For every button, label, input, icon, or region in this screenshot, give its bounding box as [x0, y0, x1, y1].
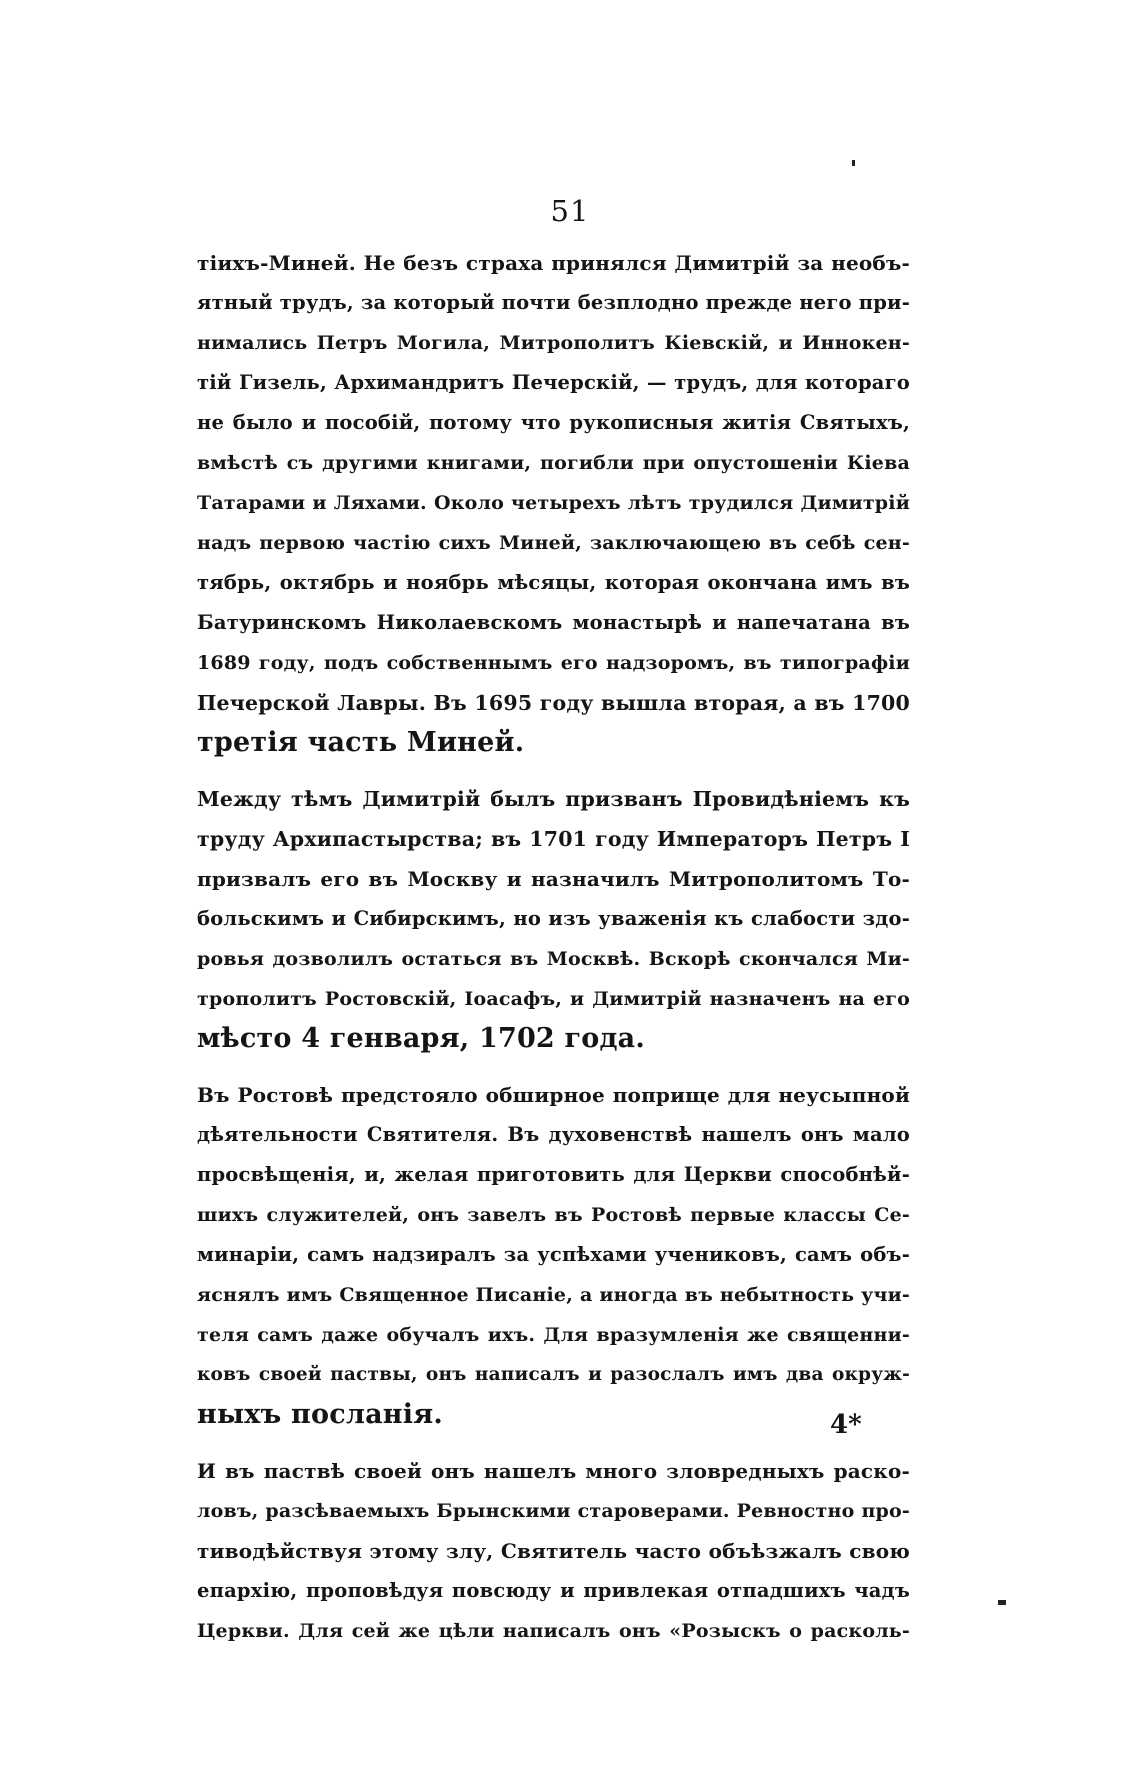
- text-line: третія часть Миней.: [197, 727, 525, 758]
- text-line: ныхъ посланія.: [197, 1399, 443, 1430]
- print-speck: [852, 160, 855, 166]
- text-line: Между тѣмъ Димитрій былъ призванъ Провидѣніемъ къ: [197, 787, 910, 811]
- text-line: ловъ, разсѣваемыхъ Брынскими староверами. Ревностно про-: [197, 1500, 910, 1522]
- text-line: нимались Петръ Могила, Митрополитъ Кіевскій, и Иннокен-: [197, 332, 910, 354]
- text-line: просвѣщенія, и, желая приготовить для Церкви способнѣй-: [197, 1163, 910, 1186]
- text-line: ятный трудъ, за который почти безплодно прежде него при-: [197, 291, 910, 314]
- text-line: тіихъ-Миней. Не безъ страха принялся Димитрій за необъ-: [197, 251, 910, 275]
- text-line: труду Архипастырства; въ 1701 году Императоръ Петръ I: [197, 827, 910, 851]
- page-number: 51: [550, 194, 590, 228]
- text-line: тиводѣйствуя этому злу, Святитель часто объѣзжалъ свою: [197, 1539, 910, 1563]
- text-line: Печерской Лавры. Въ 1695 году вышла вторая, а въ 1700: [197, 691, 910, 715]
- text-line: яснялъ имъ Священное Писаніе, а иногда въ небытность учи-: [197, 1284, 910, 1306]
- paragraph-3: [197, 1075, 910, 1435]
- text-line: трополитъ Ростовскій, Іоасафъ, и Димитрій назначенъ на его: [197, 988, 910, 1010]
- text-line: ровья дозволилъ остаться въ Москвѣ. Вскорѣ скончался Ми-: [197, 948, 910, 970]
- text-line: мѣсто 4 генваря, 1702 года.: [197, 1023, 645, 1054]
- text-line: призвалъ его въ Москву и назначилъ Митрополитомъ То-: [197, 867, 910, 891]
- text-line: тябрь, октябрь и ноябрь мѣсяцы, которая окончана имъ въ: [197, 571, 910, 594]
- text-line: теля самъ даже обучалъ ихъ. Для вразумленія же священни-: [197, 1324, 910, 1346]
- print-speck: [998, 1600, 1006, 1605]
- text-line: дѣятельности Святителя. Въ духовенствѣ нашелъ онъ мало: [197, 1123, 910, 1146]
- text-line: тій Гизель, Архимандритъ Печерскій, — трудъ, для котораго: [197, 371, 910, 394]
- text-line: Татарами и Ляхами. Около четырехъ лѣтъ трудился Димитрій: [197, 492, 910, 514]
- text-line: ковъ своей паствы, онъ написалъ и разослалъ имъ два окруж-: [197, 1364, 910, 1385]
- text-line: И въ паствѣ своей онъ нашелъ много зловредныхъ раско-: [197, 1459, 910, 1483]
- text-line: не было и пособій, потому что рукописныя житія Святыхъ,: [197, 411, 910, 434]
- text-line: 1689 году, подъ собственнымъ его надзоромъ, въ типографіи: [197, 652, 910, 674]
- text-line: надъ первою частію сихъ Миней, заключающею въ себѣ сен-: [197, 532, 910, 554]
- body-text: [197, 243, 910, 1667]
- paragraph-2: [197, 779, 910, 1059]
- text-line: шихъ служителей, онъ завелъ въ Ростовѣ первые классы Се-: [197, 1204, 910, 1226]
- text-line: вмѣстѣ съ другими книгами, погибли при опустошеніи Кіева: [197, 452, 910, 474]
- paragraph-1: [197, 243, 910, 763]
- text-line: епархію, проповѣдуя повсюду и привлекая отпадшихъ чадъ: [197, 1579, 910, 1602]
- text-line: Въ Ростовѣ предстояло обширное поприще для неусыпной: [197, 1083, 910, 1107]
- paragraph-4: [197, 1451, 910, 1651]
- text-line: Церкви. Для сей же цѣли написалъ онъ «Розыскъ о расколь-: [197, 1620, 910, 1642]
- printer-signature-mark: 4*: [830, 1410, 862, 1440]
- text-line: Батуринскомъ Николаевскомъ монастырѣ и напечатана въ: [197, 611, 910, 634]
- text-line: минаріи, самъ надзиралъ за успѣхами учениковъ, самъ объ-: [197, 1243, 910, 1266]
- text-line: больскимъ и Сибирскимъ, но изъ уваженія къ слабости здо-: [197, 907, 910, 930]
